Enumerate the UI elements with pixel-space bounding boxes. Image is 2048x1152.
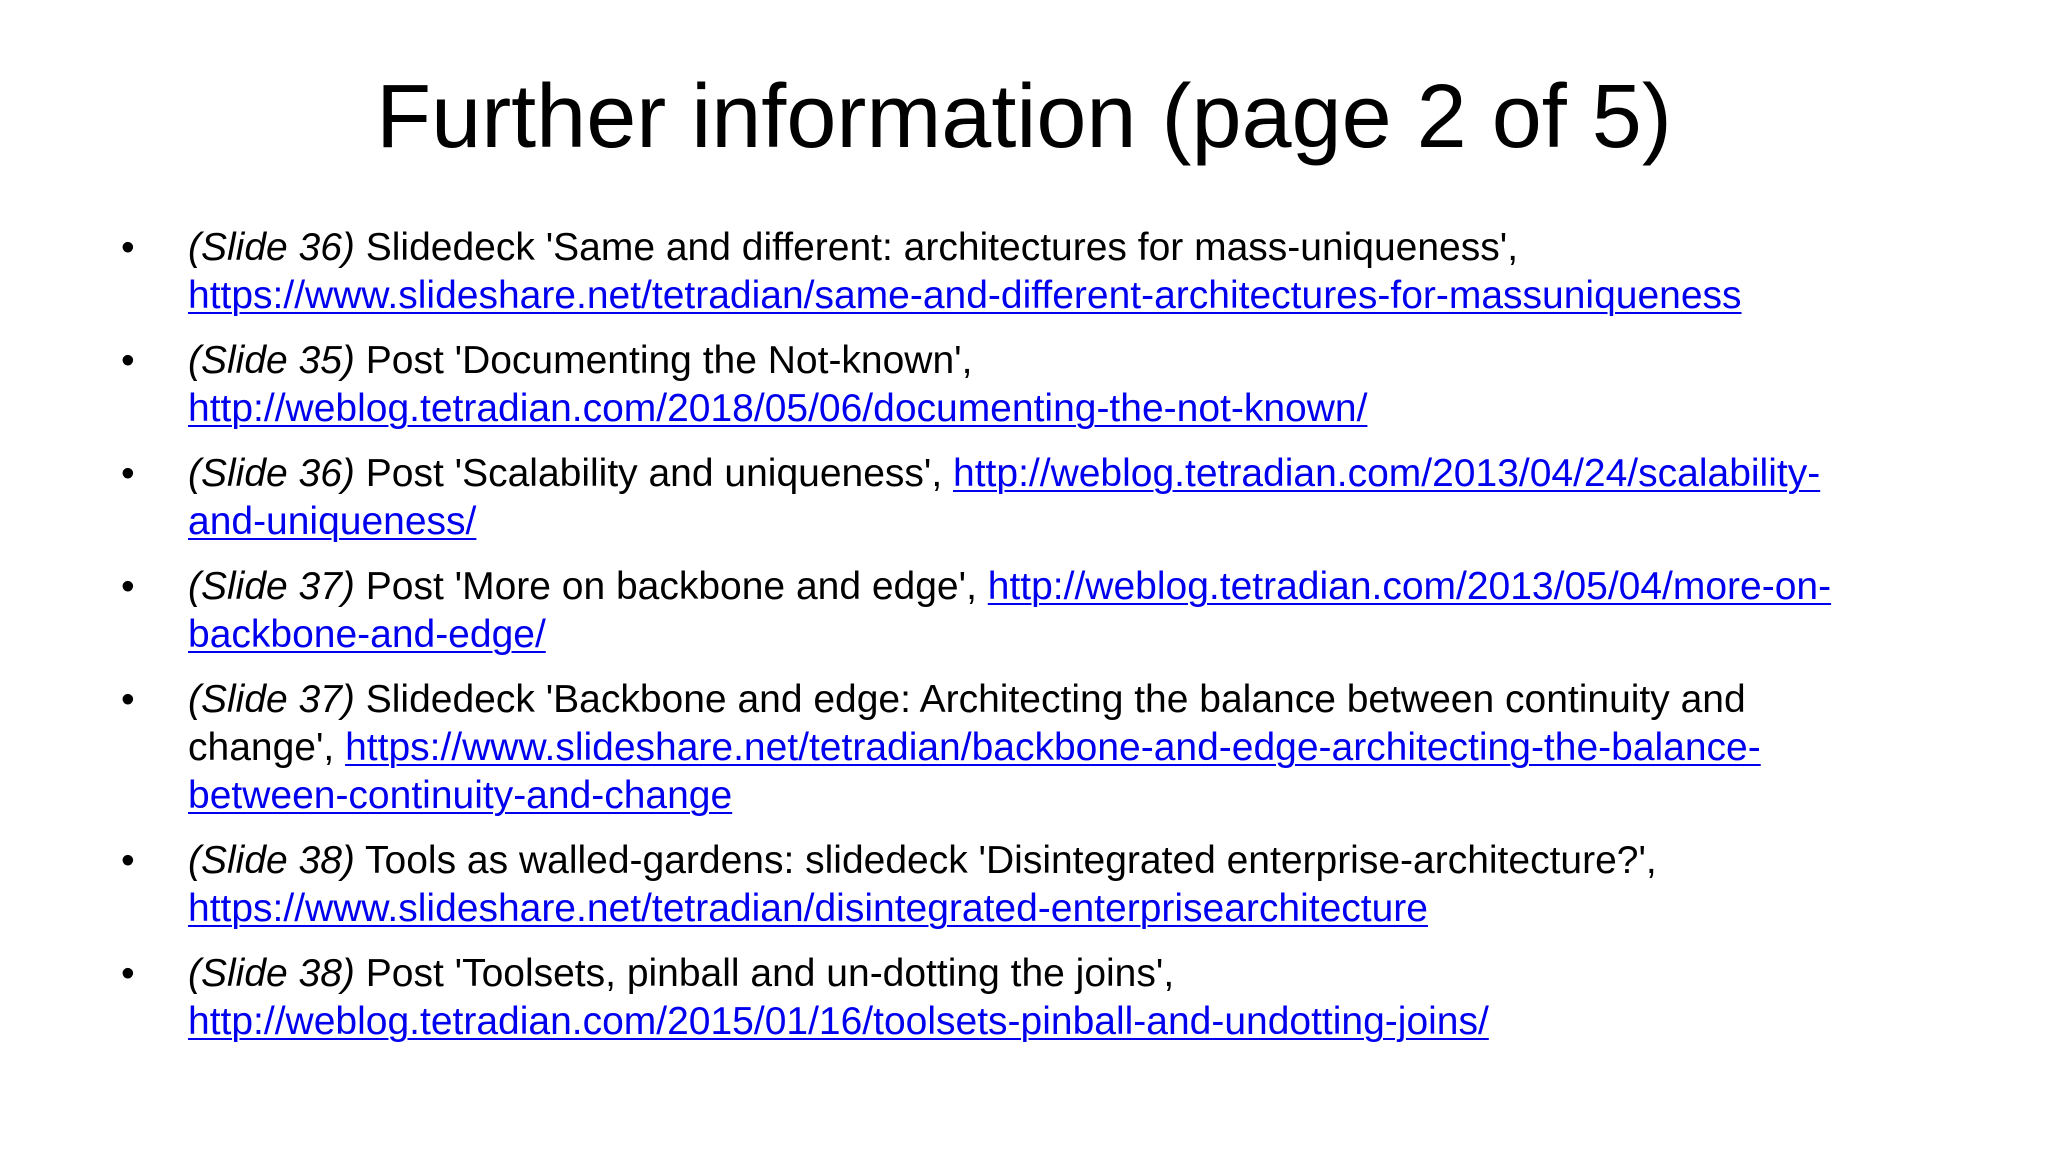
reference-link[interactable]: https://www.slideshare.net/tetradian/same-and-different-architectures-for-massuniqueness [188, 274, 1742, 317]
list-item [0, 337, 1888, 433]
bullet-icon: • [121, 952, 135, 995]
item-description: Post 'Toolsets, pinball and un-dotting the joins', [354, 952, 1175, 995]
reference-link[interactable]: https://www.slideshare.net/tetradian/disintegrated-enterprisearchitecture [188, 887, 1428, 930]
reference-link[interactable]: http://weblog.tetradian.com/2013/04/24/scalability-and-uniqueness/ [188, 452, 1821, 543]
slide-reference: (Slide 36) [188, 226, 355, 269]
bullet-icon: • [121, 452, 135, 495]
item-description: Post 'Documenting the Not-known', [354, 339, 973, 382]
list-item [0, 224, 1888, 320]
slide-reference: (Slide 37) [188, 565, 355, 608]
bullet-icon: • [121, 678, 135, 721]
reference-list [0, 224, 2048, 1063]
bullet-icon: • [121, 226, 135, 269]
slide-reference: (Slide 36) [188, 452, 355, 495]
item-description: Slidedeck 'Backbone and edge: Architecting the balance between continuity and change', [188, 678, 1746, 769]
slide-title: Further information (page 2 of 5) [376, 67, 1672, 167]
bullet-icon: • [121, 839, 135, 882]
reference-link[interactable]: http://weblog.tetradian.com/2013/05/04/more-on-backbone-and-edge/ [188, 565, 1832, 656]
slide-reference: (Slide 35) [188, 339, 355, 382]
item-description: Tools as walled-gardens: slidedeck 'Disintegrated enterprise-architecture?', [354, 839, 1657, 882]
list-item [0, 837, 1888, 933]
reference-link[interactable]: https://www.slideshare.net/tetradian/backbone-and-edge-architecting-the-balance-between-continuity-and-change [188, 726, 1761, 817]
list-item [0, 450, 1888, 546]
slide-reference: (Slide 37) [188, 678, 355, 721]
bullet-icon: • [121, 339, 135, 382]
item-description: Post 'Scalability and uniqueness', [354, 452, 954, 495]
slide-reference: (Slide 38) [188, 952, 355, 995]
item-description: Slidedeck 'Same and different: architectures for mass-uniqueness', [354, 226, 1519, 269]
list-item [0, 563, 1888, 659]
slide-reference: (Slide 38) [188, 839, 355, 882]
bullet-icon: • [121, 565, 135, 608]
reference-link[interactable]: http://weblog.tetradian.com/2018/05/06/documenting-the-not-known/ [188, 387, 1368, 430]
reference-link[interactable]: http://weblog.tetradian.com/2015/01/16/toolsets-pinball-and-undotting-joins/ [188, 1000, 1489, 1043]
list-item [0, 676, 1888, 820]
item-description: Post 'More on backbone and edge', [354, 565, 988, 608]
list-item [0, 950, 1888, 1046]
